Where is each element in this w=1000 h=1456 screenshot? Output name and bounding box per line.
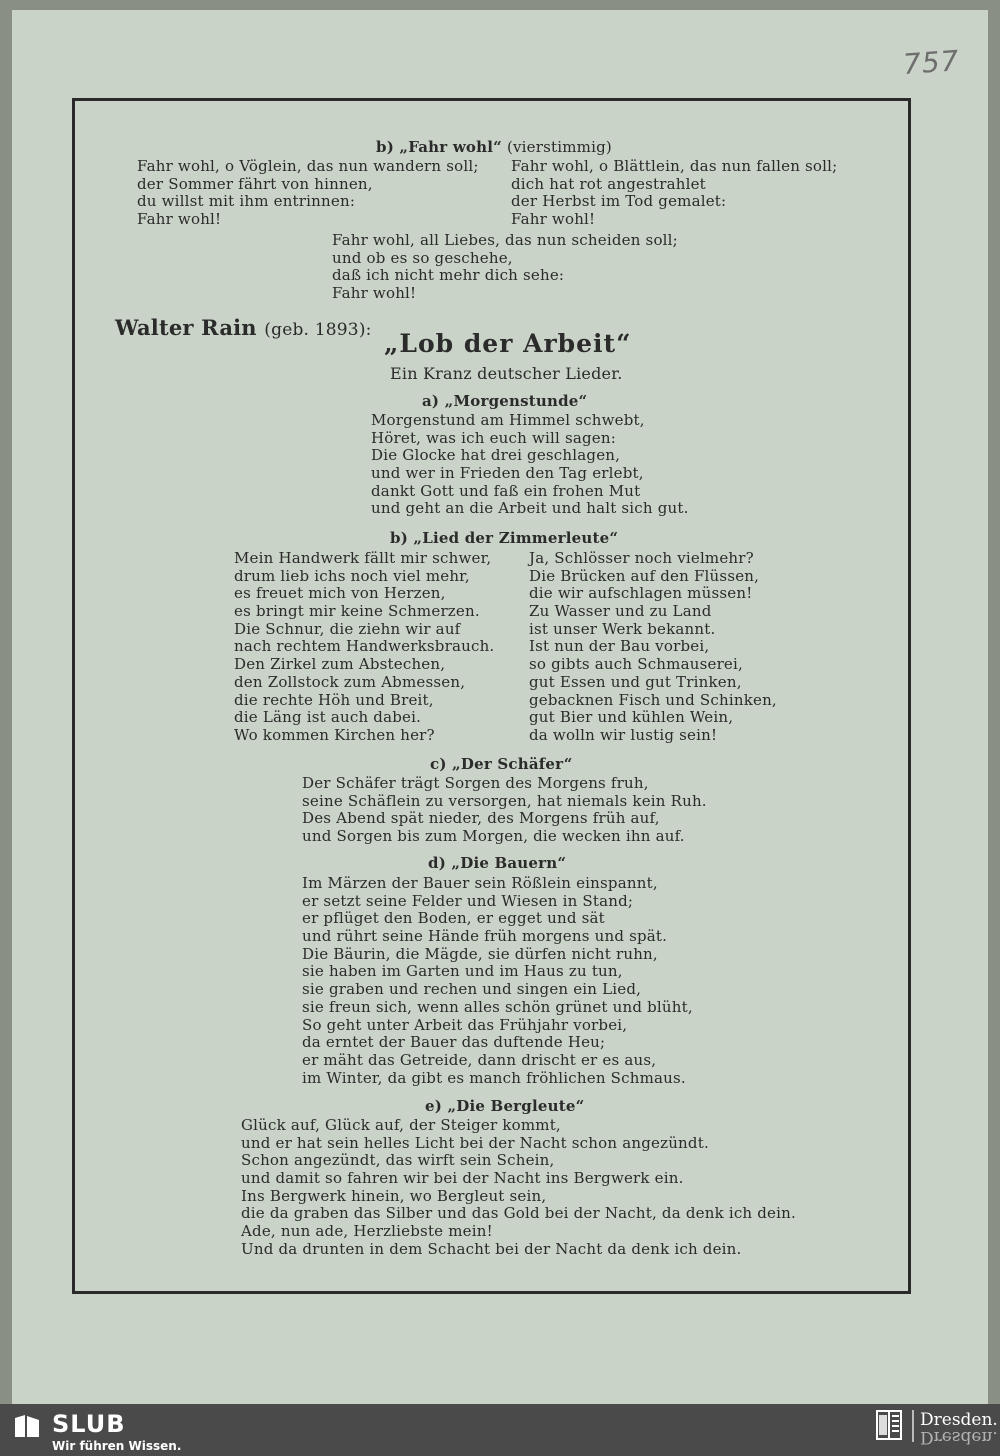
schaefer-stanza: Der Schäfer trägt Sorgen des Morgens fruh, seine Schäflein zu versorgen, hat niemals kein Ruh. Des Abend spät nieder, des Morgens früh auf, und Sorgen bis zum Morgen, die wecken ihn auf. bbox=[302, 774, 707, 846]
slub-book-icon bbox=[13, 1412, 41, 1440]
dresden-logo-text: Dresden. bbox=[920, 1410, 998, 1430]
bergleute-heading: e) „Die Bergleute“ bbox=[425, 1097, 585, 1115]
slub-logo-text: SLUB bbox=[52, 1410, 126, 1438]
dresden-crest-icon bbox=[876, 1410, 902, 1440]
slub-tagline: Wir führen Wissen. bbox=[52, 1439, 182, 1453]
work-subtitle: Ein Kranz deutscher Lieder. bbox=[390, 364, 623, 383]
zimmerleute-stanza-right: Ja, Schlösser noch vielmehr? Die Brücken auf den Flüssen, die wir aufschlagen müssen! Zu Wasser und zu Land ist unser Werk bekannt. Ist nun der Bau vorbei, so gibts auch Schmauserei, gut Essen und gut Trinken, gebacknen Fisch und Schinken, gut Bier und kühlen Wein, da wolln wir lustig sein! bbox=[529, 549, 777, 744]
schaefer-heading: c) „Der Schäfer“ bbox=[430, 755, 573, 773]
page-number: 757 bbox=[901, 44, 961, 81]
fahr-wohl-stanza-left: Fahr wohl, o Vöglein, das nun wandern soll; der Sommer fährt von hinnen, du willst mit ihm entrinnen: Fahr wohl! bbox=[137, 157, 479, 229]
zimmerleute-stanza-left: Mein Handwerk fällt mir schwer, drum lieb ichs noch viel mehr, es freuet mich von Herzen, es bringt mir keine Schmerzen. Die Schnur, die ziehn wir auf nach rechtem Handwerksbrauch. Den Zirkel zum Abstechen, den Zollstock zum Abmessen, die rechte Höh und Breit, die Läng ist auch dabei. Wo kommen Kirchen her? bbox=[234, 549, 495, 744]
author-line: Walter Rain (geb. 1893): bbox=[115, 315, 372, 340]
morgenstunde-stanza: Morgenstund am Himmel schwebt, Höret, was ich euch will sagen: Die Glocke hat drei geschlagen, und wer in Frieden den Tag erlebt, dankt Gott und faß ein frohen Mut und geht an die Arbeit und halt sich gut. bbox=[371, 411, 689, 518]
bergleute-stanza: Glück auf, Glück auf, der Steiger kommt, und er hat sein helles Licht bei der Nacht schon angezündt. Schon angezündt, das wirft sein Schein, und damit so fahren wir bei der Nacht ins Bergwerk ein. Ins Bergwerk hinein, wo Bergleut sein, die da graben das Silber und das Gold bei der Nacht, da denk ich dein. Ade, nun ade, Herzliebste mein! Und da drunten in dem Schacht bei der Nacht da denk ich dein. bbox=[241, 1116, 796, 1258]
dresden-logo-reflection: Dresden. bbox=[920, 1427, 998, 1447]
footer-divider bbox=[912, 1410, 914, 1442]
bauern-heading: d) „Die Bauern“ bbox=[428, 854, 567, 872]
fahr-wohl-heading: b) „Fahr wohl“ (vierstimmig) bbox=[376, 138, 612, 156]
work-title: „Lob der Arbeit“ bbox=[384, 329, 632, 358]
fahr-wohl-stanza-right: Fahr wohl, o Blättlein, das nun fallen soll; dich hat rot angestrahlet der Herbst im Tod gemalet: Fahr wohl! bbox=[511, 157, 838, 229]
fahr-wohl-stanza-center: Fahr wohl, all Liebes, das nun scheiden soll; und ob es so geschehe, daß ich nicht mehr dich sehe: Fahr wohl! bbox=[332, 231, 678, 303]
zimmerleute-heading: b) „Lied der Zimmerleute“ bbox=[390, 529, 619, 547]
morgenstunde-heading: a) „Morgenstunde“ bbox=[422, 392, 588, 410]
bauern-stanza: Im Märzen der Bauer sein Rößlein einspannt, er setzt seine Felder und Wiesen in Stand; er pflüget den Boden, er egget und sät und rührt seine Hände früh morgens und spät. Die Bäurin, die Mägde, sie dürfen nicht ruhn, sie haben im Garten und im Haus zu tun, sie graben und rechen und singen ein Lied, sie freun sich, wenn alles schön grünet und blüht, So geht unter Arbeit das Frühjahr vorbei, da erntet der Bauer das duftende Heu; er mäht das Getreide, dann drischt er es aus, im Winter, da gibt es manch fröhlichen Schmaus. bbox=[302, 874, 693, 1087]
